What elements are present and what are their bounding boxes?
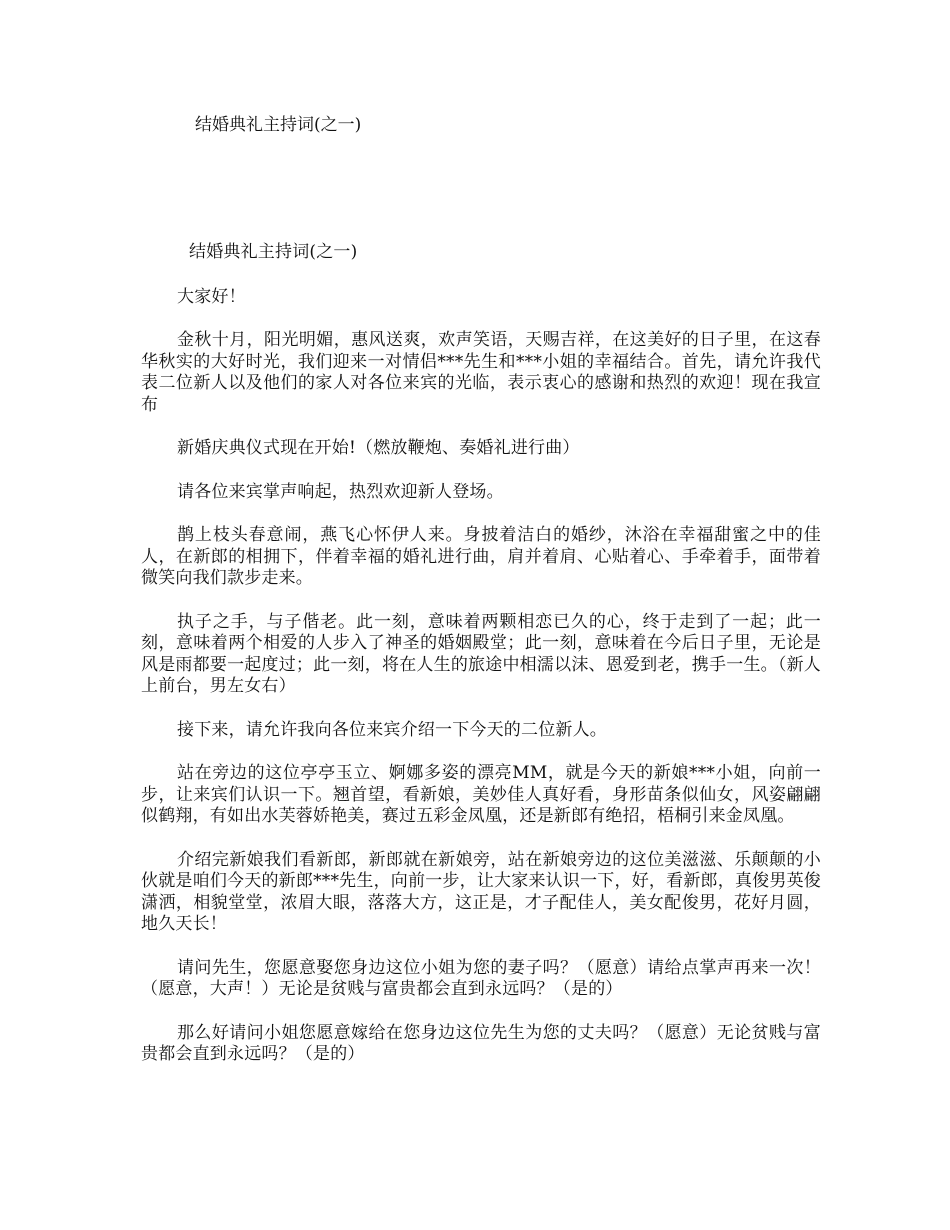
document-body [141, 242, 821, 1088]
paragraph-entrance: 鹊上枝头春意闹，燕飞心怀伊人来。身披着洁白的婚纱，沐浴在幸福甜蜜之中的佳人，在新郎的相拥下，伴着幸福的婚礼进行曲，肩并着肩、心贴着心、手牵着手，面带着微笑向我们款步走来。 [141, 525, 821, 588]
paragraph-applause: 请各位来宾掌声响起，热烈欢迎新人登场。 [177, 481, 504, 502]
paragraph-vows-moment: 执子之手，与子偕老。此一刻，意味着两颗相恋已久的心，终于走到了一起；此一刻，意味着两个相爱的人步入了神圣的婚姻殿堂；此一刻，意味着在今后日子里，无论是风是雨都要一起度过；此一刻，将在人生的旅途中相濡以沫、恩爱到老，携手一生。（新人上前台，男左女右） [141, 611, 821, 696]
paragraph-bride: 站在旁边的这位亭亭玉立、婀娜多姿的漂亮MM，就是今天的新娘***小姐，向前一步，让来宾们认识一下。翘首望，看新娘，美妙佳人真好看，身形苗条似仙女，风姿翩翩似鹤翔，有如出水芙蓉娇艳美，赛过五彩金凤凰，还是新郎有绝招，梧桐引来金凤凰。 [141, 763, 821, 826]
paragraph-groom-vow: 请问先生，您愿意娶您身边这位小姐为您的妻子吗？（愿意）请给点掌声再来一次！（愿意，大声！）无论是贫贱与富贵都会直到永远吗？（是的） [141, 957, 821, 999]
paragraph-introduction: 接下来，请允许我向各位来宾介绍一下今天的二位新人。 [177, 719, 607, 740]
paragraph-greeting: 大家好！ [177, 286, 246, 307]
paragraph-opening: 金秋十月，阳光明媚，惠风送爽，欢声笑语，天赐吉祥，在这美好的日子里，在这春华秋实的大好时光，我们迎来一对情侣***先生和***小姐的幸福结合。首先，请允许我代表二位新人以及他们的家人对各位来宾的光临，表示衷心的感谢和热烈的欢迎！现在我宣布 [141, 330, 821, 415]
paragraph-groom: 介绍完新娘我们看新郎，新郎就在新娘旁，站在新娘旁边的这位美滋滋、乐颠颠的小伙就是咱们今天的新郎***先生，向前一步，让大家来认识一下，好，看新郎，真俊男英俊潇洒，相貌堂堂，浓眉大眼，落落大方，这正是，才子配佳人，美女配俊男，花好月圆，地久天长！ [141, 849, 821, 934]
paragraph-ceremony-start: 新婚庆典仪式现在开始!（燃放鞭炮、奏婚礼进行曲） [177, 438, 580, 458]
paragraph-bride-vow: 那么好请问小姐您愿意嫁给在您身边这位先生为您的丈夫吗？（愿意）无论贫贱与富贵都会直到永远吗？（是的） [141, 1022, 821, 1064]
section-title: 结婚典礼主持词(之一) [189, 242, 358, 262]
page-title: 结婚典礼主持词(之一) [195, 115, 362, 135]
